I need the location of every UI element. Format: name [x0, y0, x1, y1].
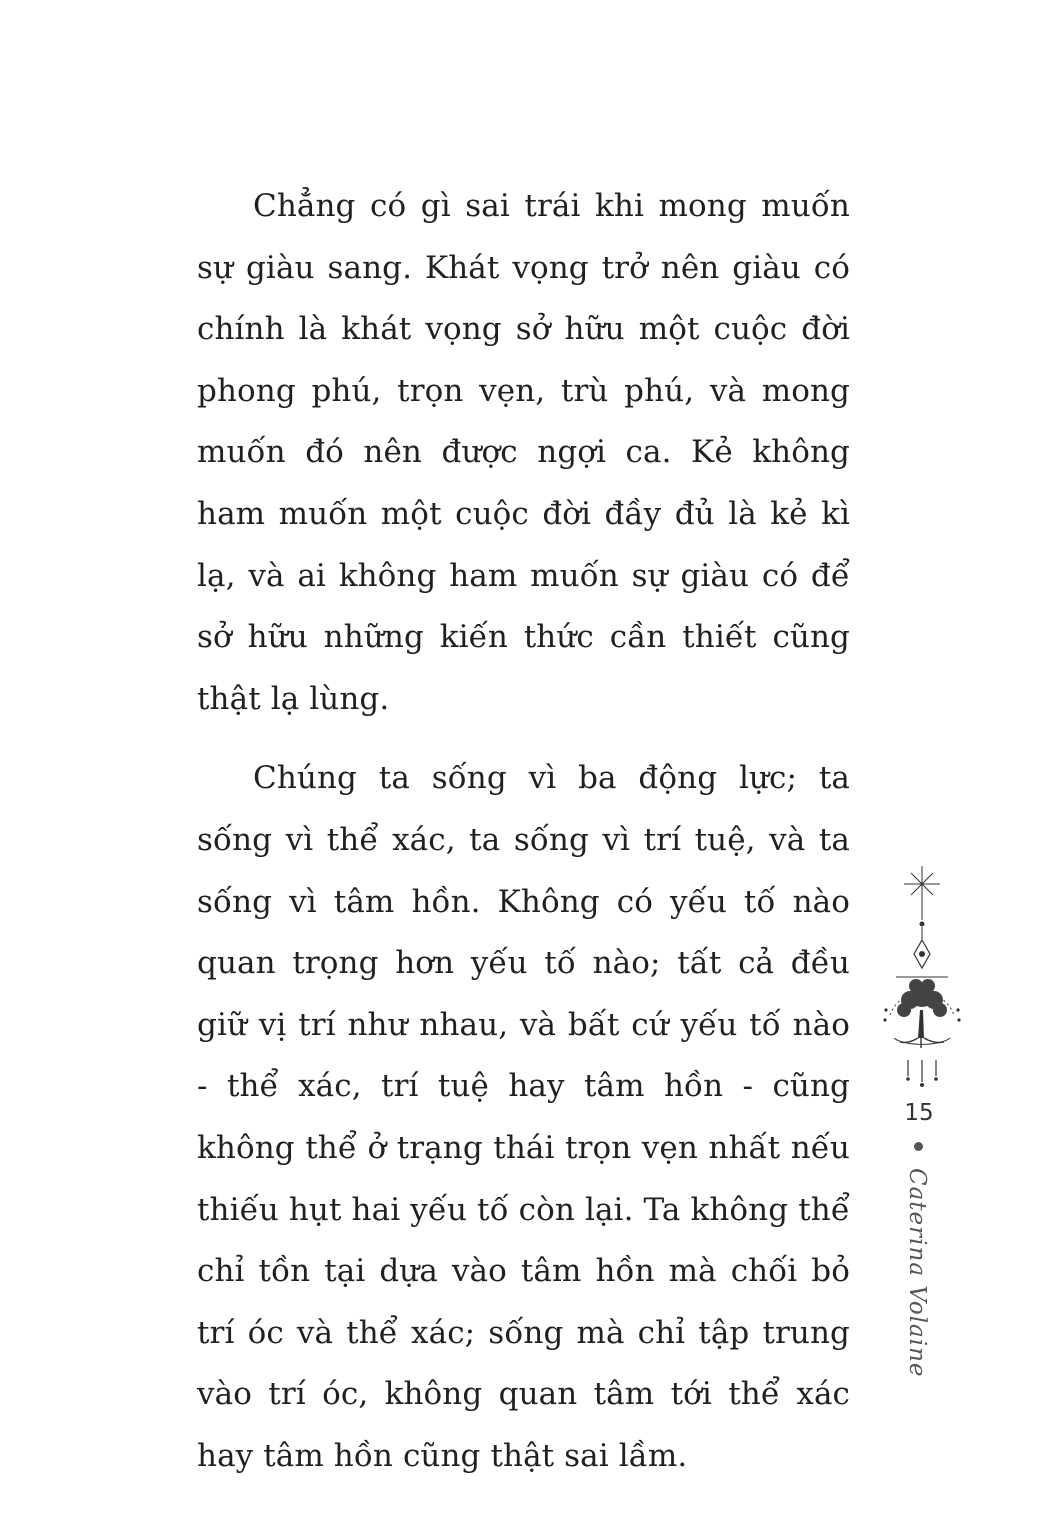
tree-of-life-icon [880, 860, 964, 1090]
paragraph-2: Chúng ta sống vì ba động lực; ta sống vì thể xác, ta sống vì trí tuệ, và ta sống vì tâm hồn. Không có yếu tố nào quan trọng hơn yếu tố nào; tất cả đều giữ vị trí như nhau, và bất cứ yếu tố nào - thể xác, trí tuệ hay tâm hồn - cũng không thể ở trạng thái trọn vẹn nhất nếu thiếu hụt hai yếu tố còn lại. Ta không thể chỉ tồn tại dựa vào tâm hồn mà chối bỏ trí óc và thể xác; sống mà chỉ tập trung vào trí óc, không quan tâm tới thể xác hay tâm hồn cũng thật sai lầm. [197, 760, 850, 1474]
author-name: Caterina Volaine [904, 1168, 930, 1378]
page-number: 15 [904, 1100, 934, 1126]
separator-dot [914, 1142, 923, 1151]
running-author [904, 1168, 934, 1378]
paragraph-1: Chẳng có gì sai trái khi mong muốn sự giàu sang. Khát vọng trở nên giàu có chính là khát vọng sở hữu một cuộc đời phong phú, trọn vẹn, trù phú, và mong muốn đó nên được ngợi ca. Kẻ không ham muốn một cuộc đời đầy đủ là kẻ kì lạ, và ai không ham muốn sự giàu có để sở hữu những kiến thức cần thiết cũng thật lạ lùng. [197, 188, 850, 717]
body-text [197, 176, 850, 1487]
